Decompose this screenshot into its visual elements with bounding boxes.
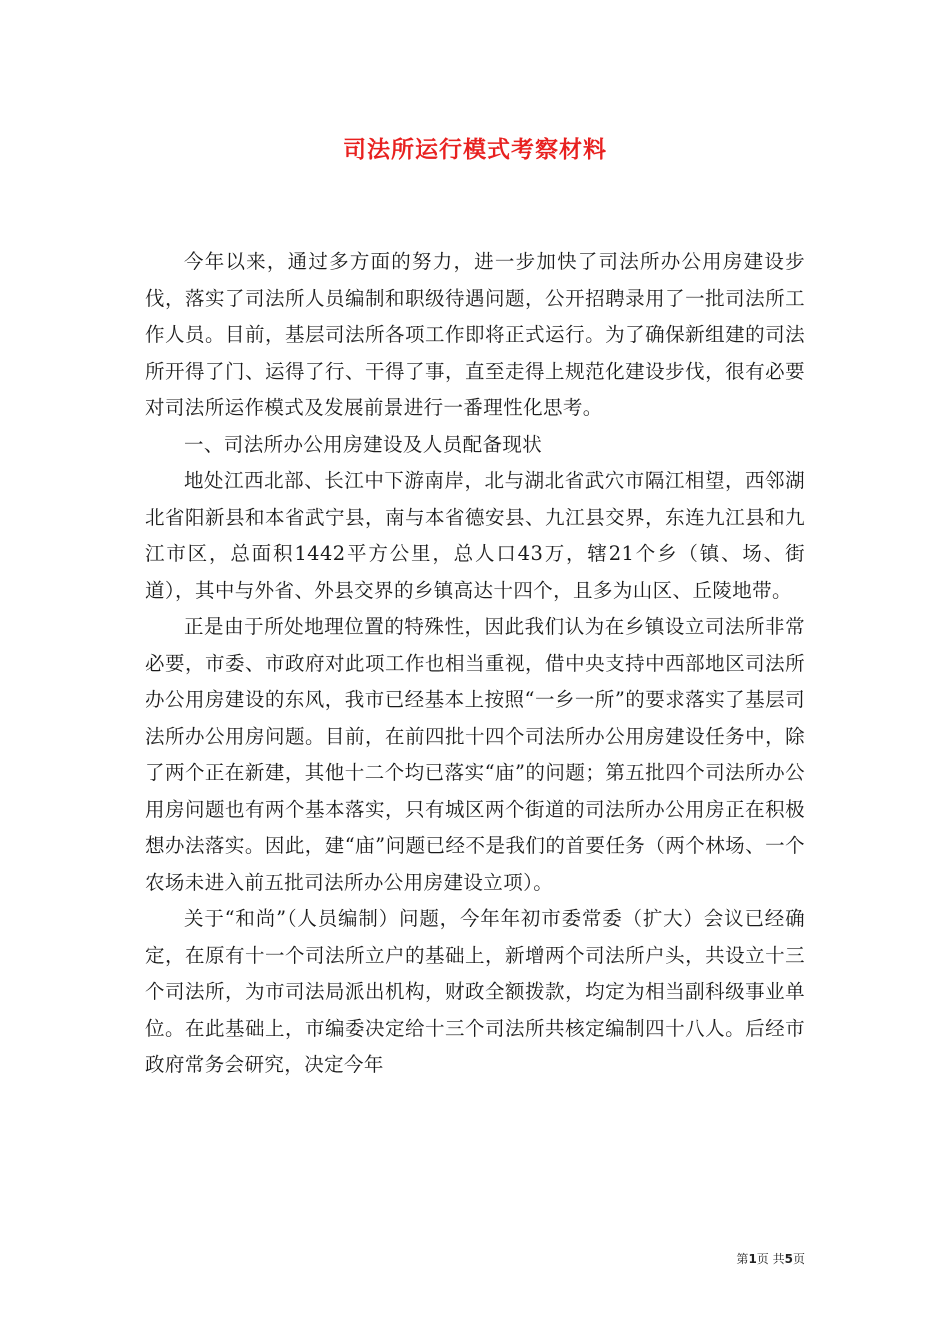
footer-middle: 页 共 bbox=[756, 1252, 785, 1266]
section-heading-1: 一、司法所办公用房建设及人员配备现状 bbox=[184, 432, 543, 456]
page-number-footer bbox=[690, 1250, 805, 1268]
paragraph-intro: 今年以来，通过多方面的努力，进一步加快了司法所办公用房建设步伐，落实了司法所人员编制和职级待遇问题，公开招聘录用了一批司法所工作人员。目前，基层司法所各项工作即将正式运行。为了确保新组建的司法所开得了门、运得了行、干得了事，直至走得上规范化建设步伐，很有必要对司法所运作模式及发展前景进行一番理性化思考。 bbox=[145, 250, 805, 419]
footer-total-pages: 5 bbox=[784, 1252, 793, 1266]
footer-prefix: 第 bbox=[736, 1252, 749, 1266]
paragraph-geography: 地处江西北部、长江中下游南岸，北与湖北省武穴市隔江相望，西邻湖北省阳新县和本省武宁县，南与本省德安县、九江县交界，东连九江县和九江市区，总面积1442平方公里，总人口43万，辖21个乡（镇、场、街道），其中与外省、外县交界的乡镇高达十四个，且多为山区、丘陵地带。 bbox=[145, 469, 805, 602]
footer-suffix: 页 bbox=[792, 1252, 805, 1266]
document-body bbox=[145, 244, 805, 1084]
footer-current-page: 1 bbox=[748, 1252, 757, 1266]
paragraph-staffing: 关于“和尚”（人员编制）问题，今年年初市委常委（扩大）会议已经确定，在原有十一个司法所立户的基础上，新增两个司法所户头，共设立十三个司法所，为市司法局派出机构，财政全额拨款，均定为相当副科级事业单位。在此基础上，市编委决定给十三个司法所共核定编制四十八人。后经市政府常务会研究，决定今年 bbox=[145, 907, 805, 1076]
document-title: 司法所运行模式考察材料 bbox=[343, 136, 607, 163]
paragraph-office-buildings: 正是由于所处地理位置的特殊性，因此我们认为在乡镇设立司法所非常必要，市委、市政府对此项工作也相当重视，借中央支持中西部地区司法所办公用房建设的东风，我市已经基本上按照“一乡一所”的要求落实了基层司法所办公用房问题。目前，在前四批十四个司法所办公用房建设任务中，除了两个正在新建，其他十二个均已落实“庙”的问题；第五批四个司法所办公用房问题也有两个基本落实，只有城区两个街道的司法所办公用房正在积极想办法落实。因此，建“庙”问题已经不是我们的首要任务（两个林场、一个农场未进入前五批司法所办公用房建设立项）。 bbox=[145, 615, 805, 894]
